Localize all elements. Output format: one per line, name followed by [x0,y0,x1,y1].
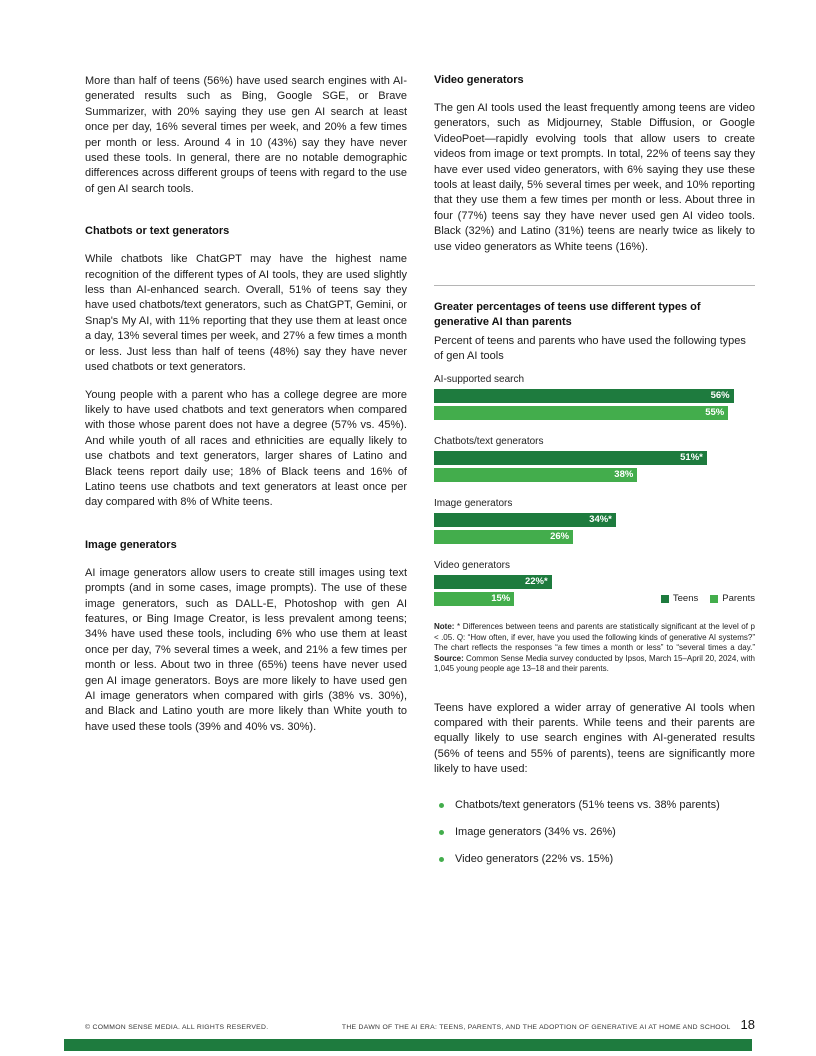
chart-divider [434,285,755,286]
legend-label-parents: Parents [722,593,755,605]
chart-legend [657,593,755,604]
source-text: Common Sense Media survey conducted by Ipsos, March 15–April 20, 2024, with 1,045 young people age 13–18 and their parents. [434,653,755,674]
paragraph-chatbots-demographics: Young people with a parent who has a college degree are more likely to have used chatbots and text generators when compared with those whose parent does not have a degree (57% vs. 45%). And while youth of all races and ethnicities are equally likely to use chatbots and text generators, larger shares of Latino and Black teens report daily use; 18% of Black teens and 16% of Latino teens use chatbots and text generators at least once per day compared with 8% of White teens. [85,388,407,509]
paragraph-chatbots-usage: While chatbots like ChatGPT may have the highest name recognition of the different types of AI tools, they are used slightly less than AI-enhanced search. Overall, 51% of teens say they have used chatbots/text generators, such as ChatGPT, Gemini, or Snap's My AI, with 11% reporting that they use them at least once a day, 13% several times per week, and 27% a few times a month or less. Just less than half of teens (48%) say they have never used chatbots or text generators. [85,253,407,374]
parents-bar [434,406,728,420]
parents-swatch-icon [710,595,718,603]
teens-bar [434,575,552,589]
legend-item-parents [710,593,755,604]
teens-bar [434,451,707,465]
bullet-list [434,798,755,867]
bar-group-image-generators [434,498,755,544]
chart-bars-area [434,374,755,606]
bar-category-label: Image generators [434,498,513,510]
teens-bar [434,513,616,527]
paragraph-ai-search: More than half of teens (56%) have used search engines with AI-generated results such as Bing, Google SGE, or Brave Summarizer, with 20% saying they use gen AI search at least once per day, 16% several times per week, and 20% a few times per month or less. Around 4 in 10 (43%) say they have never used these tools. In general, there are no notable demographic differences across different groups of teens with regard to the use of gen AI search tools. [85,75,407,195]
bar-value-label: 55% [705,407,725,419]
bullet-text: Video generators (22% vs. 15%) [455,852,614,865]
note-text: * Differences between teens and parents are statistically significant at the level of p < .05. Q: “How often, if ever, have you used the following kinds of generative AI systems?” The chart reflects the responses “a few times a month or less” to “several times a day.” [434,622,755,653]
footer-bar [64,1039,752,1051]
paragraph-teens-vs-parents: Teens have explored a wider array of generative AI tools when compared with their parents. While teens and their parents are equally likely to use search engines with AI-generated results (56% of teens and 55% of parents), teens are significantly more likely to have used: [434,701,755,776]
chart-subtitle: Percent of teens and parents who have used the following types of gen AI tools [434,335,746,363]
bar-value-label: 22%* [524,576,548,588]
bar-group-chatbots [434,436,755,482]
list-item [434,825,755,840]
footer-copyright: © COMMON SENSE MEDIA. ALL RIGHTS RESERVED. [85,1024,269,1031]
bullet-text: Chatbots/text generators (51% teens vs. 38% parents) [455,798,720,811]
bar-group-ai-search [434,374,755,420]
list-item [434,852,755,867]
bar-value-label: 56% [710,390,730,402]
legend-item-teens [661,593,698,604]
right-column [434,74,755,879]
parents-bar [434,592,514,606]
paragraph-video-generators: The gen AI tools used the least frequently among teens are video generators, such as Midjourney, Stable Diffusion, or Google VideoPoet—rapidly evolving tools that allow users to create videos from image or text prompts. In total, 22% of teens say they have ever used video generators, with 6% saying they use these tools at least daily, 5% several times per week, and 10% reporting that they use them a few times per month or less. About three in four (77%) teens say they have never used gen AI video tools. Black (32%) and Latino (31%) teens are nearly twice as likely to use video generators as White teens (16%). [434,102,755,253]
teens-vs-parents-chart [434,285,755,675]
bar-category-label: AI-supported search [434,374,525,386]
teens-bar [434,389,734,403]
chart-note [434,622,755,675]
chart-title: Greater percentages of teens use different types of generative AI than parents [434,301,701,329]
bullet-dot-icon [439,857,444,862]
bullet-text: Image generators (34% vs. 26%) [455,825,616,838]
page-footer [85,1017,755,1032]
source-label: Source: [434,653,464,663]
paragraph-image-generators: AI image generators allow users to create still images using text prompts (and in some cases, image prompts). The use of these image generators, such as DALL-E, Photoshop with gen AI features, or Bing Image Creator, is less prevalent among teens; 34% have used these tools, including 6% who use them at least once per day, 7% several times a week, and 21% a few times per month or less. About two in three (65%) teens have never used gen AI image generators. Boys are more likely to have used gen AI image generators when compared with girls (38% vs. 30%), and Black and Latino youth are more likely than White youth to have used these tools (39% and 40% vs. 30%). [85,566,407,733]
bar-value-label: 26% [550,531,570,543]
bar-category-label: Chatbots/text generators [434,436,544,448]
bullet-dot-icon [439,803,444,808]
bar-category-label: Video generators [434,560,510,572]
bullet-dot-icon [439,830,444,835]
list-item [434,798,755,813]
parents-bar [434,530,573,544]
page-number: 18 [740,1017,755,1032]
bar-value-label: 34%* [589,514,612,526]
note-label: Note: [434,622,455,632]
section-heading-chatbots: Chatbots or text generators [85,225,230,238]
footer-report-title: THE DAWN OF THE AI ERA: TEENS, PARENTS, AND THE ADOPTION OF GENERATIVE AI AT HOME AND SCHOOL [341,1024,731,1031]
bar-value-label: 15% [491,593,511,605]
parents-bar [434,468,637,482]
left-column [85,74,407,747]
legend-label-teens: Teens [672,593,699,605]
bar-value-label: 38% [614,469,634,481]
teens-swatch-icon [661,595,669,603]
section-heading-video-generators: Video generators [434,74,524,86]
section-heading-image-generators: Image generators [85,538,177,551]
bar-value-label: 51%* [680,452,703,464]
